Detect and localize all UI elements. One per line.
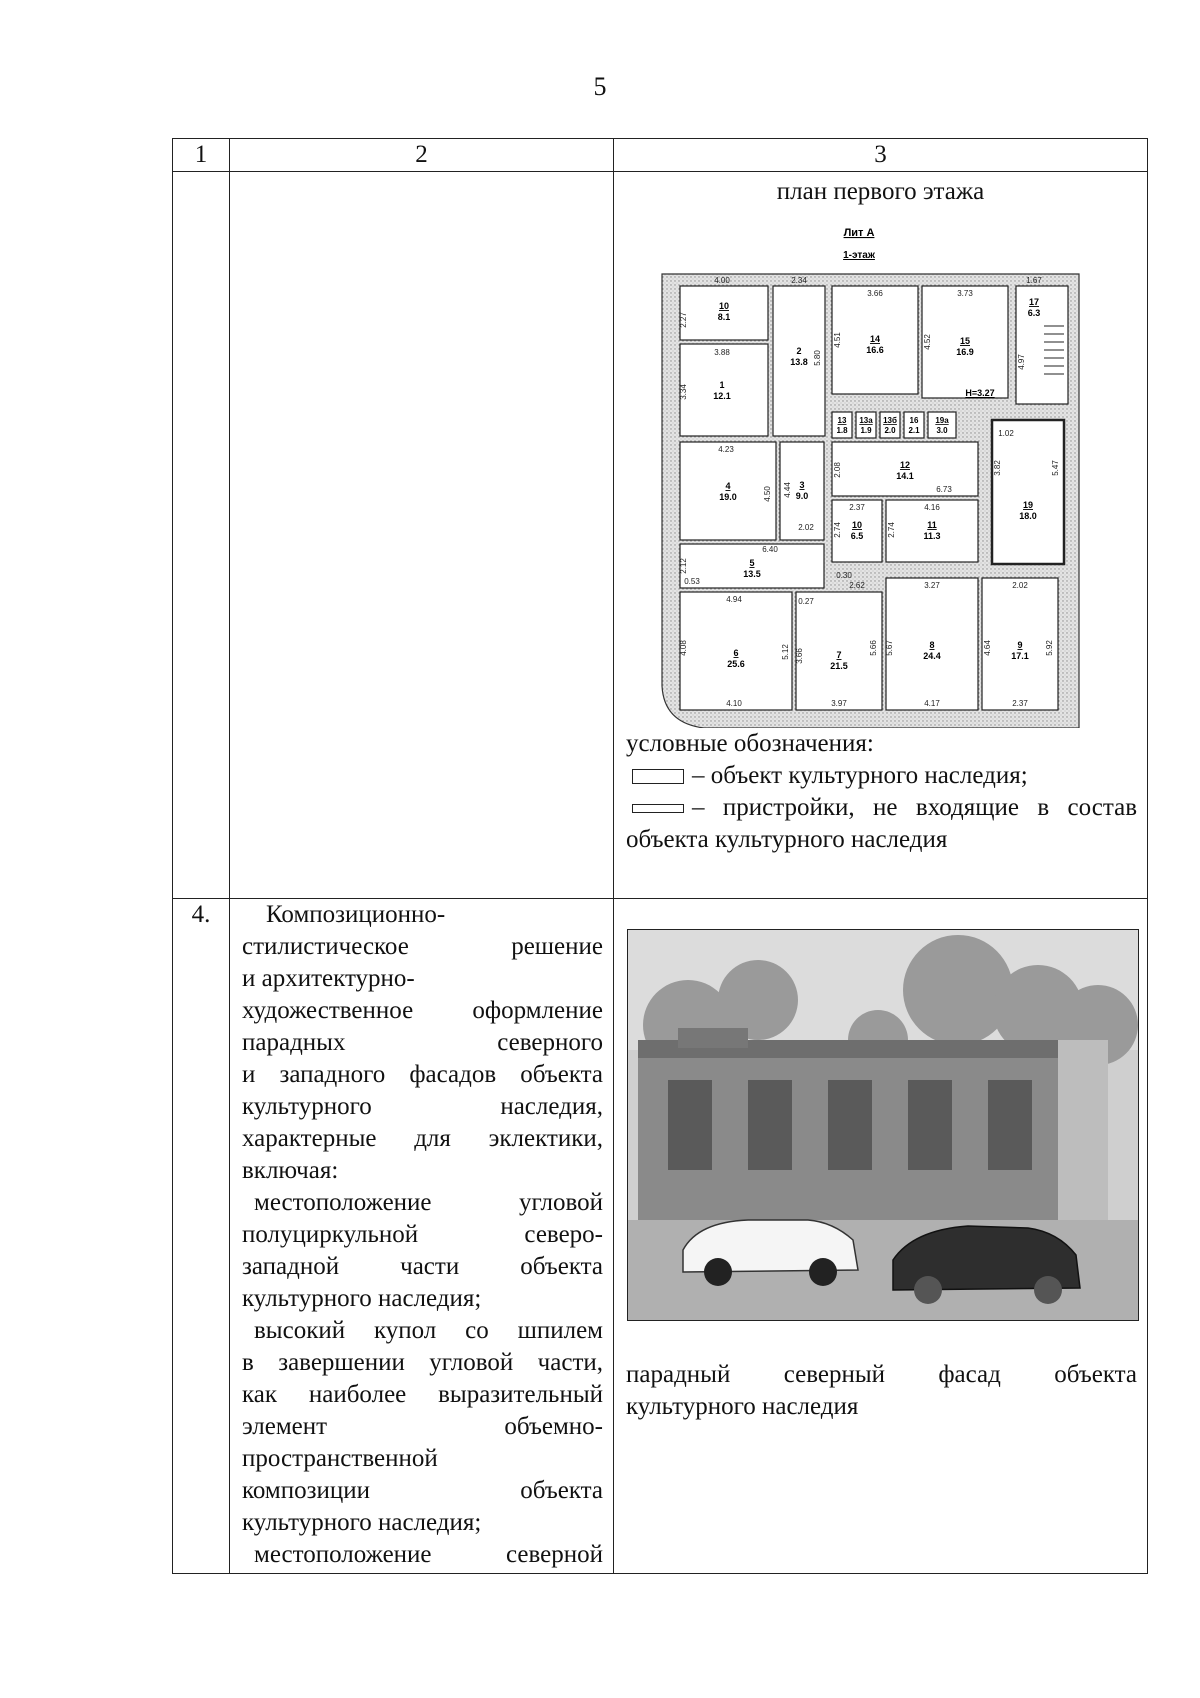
desc-line: стилистическое решение <box>242 933 603 960</box>
svg-text:6.73: 6.73 <box>936 485 952 494</box>
svg-text:4.44: 4.44 <box>783 482 792 498</box>
svg-text:4.64: 4.64 <box>983 640 992 656</box>
svg-text:0.30: 0.30 <box>836 571 852 580</box>
svg-text:16.9: 16.9 <box>956 347 974 357</box>
svg-text:19а: 19а <box>935 416 949 425</box>
plan-lit-label: Лит А <box>843 227 875 239</box>
svg-text:3.73: 3.73 <box>957 289 973 298</box>
floor-plan-drawing <box>614 208 1148 728</box>
table-row-plan <box>173 172 1148 899</box>
legend-annex-swatch <box>632 804 684 813</box>
svg-text:17.1: 17.1 <box>1011 651 1029 661</box>
svg-text:5.67: 5.67 <box>885 640 894 656</box>
desc-line: культурного наследия; <box>242 1509 482 1536</box>
svg-text:9: 9 <box>1017 640 1023 650</box>
svg-text:18.0: 18.0 <box>1019 511 1037 521</box>
svg-text:14.1: 14.1 <box>896 471 914 481</box>
svg-text:2: 2 <box>796 346 802 356</box>
header-col-2: 2 <box>230 139 614 172</box>
desc-line: парадных северного <box>242 1029 603 1056</box>
svg-text:4.23: 4.23 <box>718 445 734 454</box>
svg-text:11: 11 <box>927 520 937 530</box>
svg-text:16.6: 16.6 <box>866 345 884 355</box>
svg-text:1.8: 1.8 <box>836 426 848 435</box>
room-17 <box>1016 286 1068 404</box>
desc-line: культурного наследия; <box>242 1285 482 1312</box>
desc-line: как наиболее выразительный <box>242 1381 603 1408</box>
svg-text:Н=3.27: Н=3.27 <box>965 388 995 398</box>
svg-text:0.53: 0.53 <box>684 577 700 586</box>
floor-plan-figure <box>614 208 1147 728</box>
svg-text:5: 5 <box>749 558 755 568</box>
svg-text:5.80: 5.80 <box>813 350 822 366</box>
legend-heritage-label: – объект культурного наследия; <box>692 762 1028 789</box>
desc-line: в завершении угловой части, <box>242 1349 603 1376</box>
svg-text:12.1: 12.1 <box>713 391 731 401</box>
svg-text:2.37: 2.37 <box>1012 699 1028 708</box>
svg-text:12: 12 <box>899 460 911 470</box>
svg-text:13а: 13а <box>859 416 873 425</box>
svg-text:4.52: 4.52 <box>923 334 932 350</box>
svg-text:4.08: 4.08 <box>679 640 688 656</box>
svg-text:2.02: 2.02 <box>1012 581 1028 590</box>
svg-text:10: 10 <box>718 301 730 311</box>
room-1 <box>680 344 768 436</box>
desc-line: композиции объекта <box>242 1477 603 1504</box>
svg-text:4.17: 4.17 <box>924 699 940 708</box>
svg-text:8: 8 <box>929 640 935 650</box>
facade-photo <box>627 929 1139 1321</box>
svg-text:1.67: 1.67 <box>1026 276 1042 285</box>
svg-text:2.02: 2.02 <box>798 523 814 532</box>
description-text <box>230 899 613 1571</box>
table-header-row <box>173 139 1148 172</box>
svg-text:2.37: 2.37 <box>849 503 865 512</box>
svg-text:3.66: 3.66 <box>795 648 804 664</box>
desc-line: высокий купол со шпилем <box>254 1317 603 1344</box>
svg-text:14: 14 <box>869 334 881 344</box>
caption-line-2: культурного наследия <box>626 1393 859 1420</box>
svg-text:13: 13 <box>837 416 847 425</box>
svg-text:13.5: 13.5 <box>743 569 761 579</box>
svg-text:9.0: 9.0 <box>795 491 809 501</box>
svg-text:16: 16 <box>909 416 919 425</box>
legend-annex-label: – пристройки, не входящие в состав <box>692 794 1137 821</box>
desc-line: местоположение угловой <box>254 1189 603 1216</box>
desc-line: пространственной <box>242 1445 438 1472</box>
legend-item-annex <box>626 792 1137 824</box>
svg-text:2.08: 2.08 <box>833 462 842 478</box>
svg-text:15: 15 <box>959 336 971 346</box>
row4-number: 4. <box>173 899 230 1574</box>
svg-text:2.62: 2.62 <box>849 581 865 590</box>
plan-floor-label: 1-этаж <box>843 250 875 261</box>
svg-text:5.92: 5.92 <box>1045 640 1054 656</box>
header-col-1: 1 <box>173 139 230 172</box>
svg-text:3.82: 3.82 <box>993 460 1002 476</box>
svg-text:3.0: 3.0 <box>936 426 948 435</box>
desc-line: культурного наследия, <box>242 1093 603 1120</box>
svg-text:25.6: 25.6 <box>727 659 745 669</box>
svg-text:19.0: 19.0 <box>719 492 737 502</box>
svg-text:2.12: 2.12 <box>679 558 688 574</box>
svg-text:4.16: 4.16 <box>924 503 940 512</box>
svg-text:0.27: 0.27 <box>798 597 814 606</box>
svg-text:6: 6 <box>733 648 739 658</box>
svg-text:10: 10 <box>851 520 863 530</box>
svg-text:4.10: 4.10 <box>726 699 742 708</box>
heritage-table <box>172 138 1148 1574</box>
svg-text:3.88: 3.88 <box>714 348 730 357</box>
caption-line-1: парадный северный фасад объекта <box>626 1361 1137 1388</box>
legend-heritage-swatch <box>632 769 684 784</box>
legend-title: условные обозначения: <box>626 730 874 757</box>
desc-line: местоположение северной <box>254 1541 603 1568</box>
svg-text:3.34: 3.34 <box>679 384 688 400</box>
row4-illustration <box>614 899 1148 1574</box>
page-number: 5 <box>593 72 607 101</box>
desc-line: западной части объекта <box>242 1253 603 1280</box>
plan-title: план первого этажа <box>776 178 985 205</box>
svg-text:8.1: 8.1 <box>717 312 731 322</box>
svg-text:2.74: 2.74 <box>833 522 842 538</box>
desc-line: Композиционно- <box>266 901 446 928</box>
desc-line: полуциркульной северо- <box>242 1221 603 1248</box>
svg-text:1.02: 1.02 <box>998 429 1014 438</box>
svg-text:5.47: 5.47 <box>1051 460 1060 476</box>
svg-text:1.9: 1.9 <box>860 426 872 435</box>
room-4 <box>680 442 776 540</box>
desc-line: характерные для эклектики, <box>242 1125 603 1152</box>
svg-text:4.00: 4.00 <box>714 276 730 285</box>
svg-text:6.3: 6.3 <box>1027 308 1041 318</box>
desc-line: включая: <box>242 1157 339 1184</box>
photo-caption <box>614 1359 1147 1423</box>
row3-col1 <box>173 172 230 899</box>
legend-annex-label-cont: объекта культурного наследия <box>626 826 948 853</box>
svg-text:4.94: 4.94 <box>726 595 742 604</box>
svg-text:4.50: 4.50 <box>763 486 772 502</box>
svg-text:4: 4 <box>725 481 731 491</box>
svg-text:3.97: 3.97 <box>831 699 847 708</box>
svg-text:2.74: 2.74 <box>887 522 896 538</box>
row3-col2 <box>230 172 614 899</box>
header-col-3: 3 <box>614 139 1148 172</box>
svg-text:6.40: 6.40 <box>762 545 778 554</box>
svg-text:3.66: 3.66 <box>867 289 883 298</box>
svg-text:19: 19 <box>1022 500 1034 510</box>
svg-text:24.4: 24.4 <box>923 651 941 661</box>
svg-text:3.27: 3.27 <box>924 581 940 590</box>
svg-text:4.97: 4.97 <box>1017 354 1026 370</box>
svg-text:3: 3 <box>799 480 805 490</box>
room-19 <box>992 420 1064 564</box>
svg-text:6.5: 6.5 <box>850 531 864 541</box>
desc-line: элемент объемно- <box>242 1413 603 1440</box>
svg-text:13.8: 13.8 <box>790 357 808 367</box>
legend <box>614 728 1147 856</box>
svg-text:2.34: 2.34 <box>791 276 807 285</box>
legend-item-heritage <box>626 760 1137 792</box>
svg-text:2.1: 2.1 <box>908 426 920 435</box>
row4-description <box>230 899 614 1574</box>
svg-text:11.3: 11.3 <box>923 531 941 541</box>
row3-col3 <box>614 172 1148 899</box>
svg-text:21.5: 21.5 <box>830 661 848 671</box>
desc-line: и западного фасадов объекта <box>242 1061 603 1088</box>
svg-text:13б: 13б <box>883 416 897 425</box>
svg-text:1: 1 <box>719 380 725 390</box>
svg-text:2.27: 2.27 <box>679 312 688 328</box>
facade-photo-drawing <box>628 930 1138 1320</box>
svg-text:17: 17 <box>1028 297 1040 307</box>
svg-text:2.0: 2.0 <box>884 426 896 435</box>
desc-line: и архитектурно- <box>242 965 415 992</box>
table-row-4 <box>173 899 1148 1574</box>
svg-text:7: 7 <box>836 650 842 660</box>
svg-text:5.12: 5.12 <box>781 644 790 660</box>
svg-text:5.66: 5.66 <box>869 640 878 656</box>
svg-text:4.51: 4.51 <box>833 332 842 348</box>
desc-line: художественное оформление <box>242 997 603 1024</box>
